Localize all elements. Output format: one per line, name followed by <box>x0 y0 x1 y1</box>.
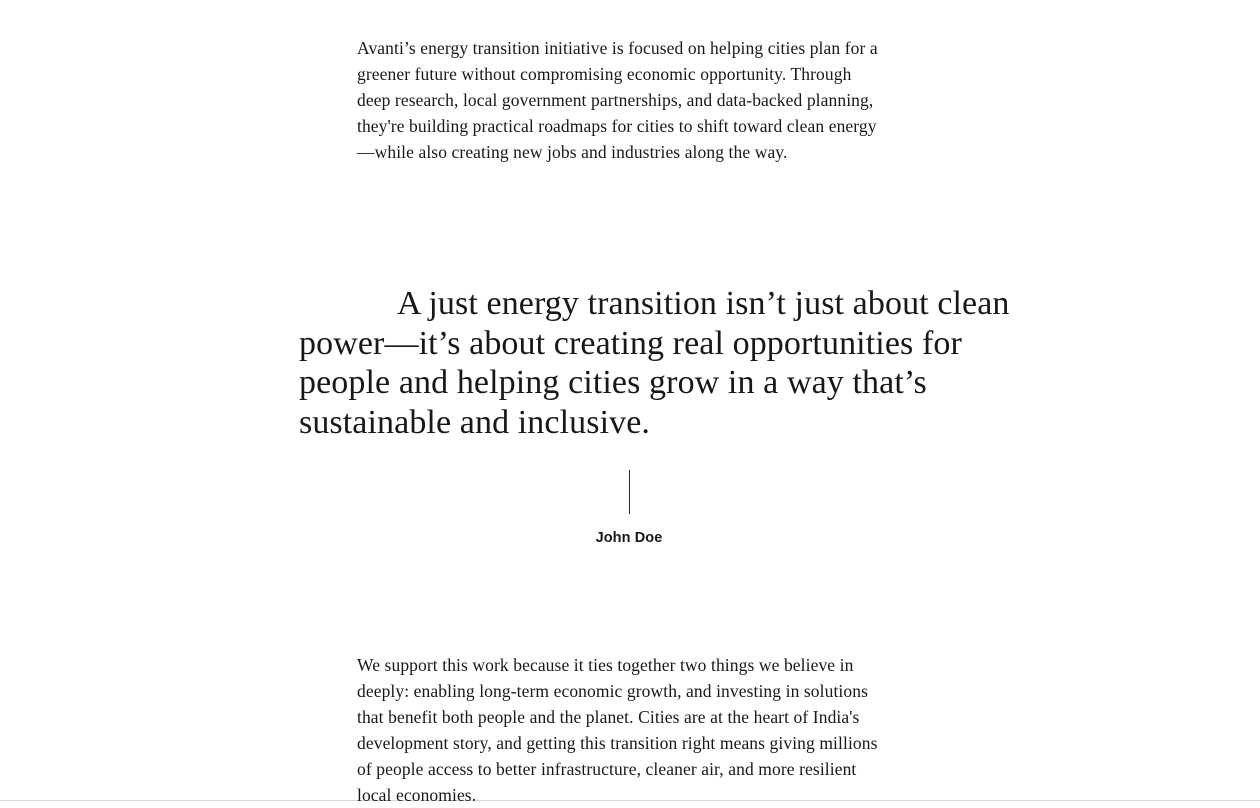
intro-paragraph: Avanti’s energy transition initiative is focused on helping cities plan for a greener future without compromising economic opportunity. Through deep research, local government partnerships, and data-backed planning, they're building practical roadmaps for cities to shift toward clean energy—while also creating new jobs and industries along the way. <box>357 37 878 162</box>
quote-attribution: John Doe <box>595 530 663 546</box>
pull-quote: A just energy transition isn’t just about clean power—it’s about creating real opportunities for people and helping cities grow in a way that’s sustainable and inclusive. <box>299 285 1010 441</box>
quote-divider-rule <box>629 470 630 514</box>
closing-paragraph: We support this work because it ties together two things we believe in deeply: enabling long-term economic growth, and investing in solutions that benefit both people and the planet. Cities are at the heart of India's development story, and getting this transition right means giving millions of people access to better infrastructure, cleaner air, and more resilient local economies. <box>357 654 878 805</box>
